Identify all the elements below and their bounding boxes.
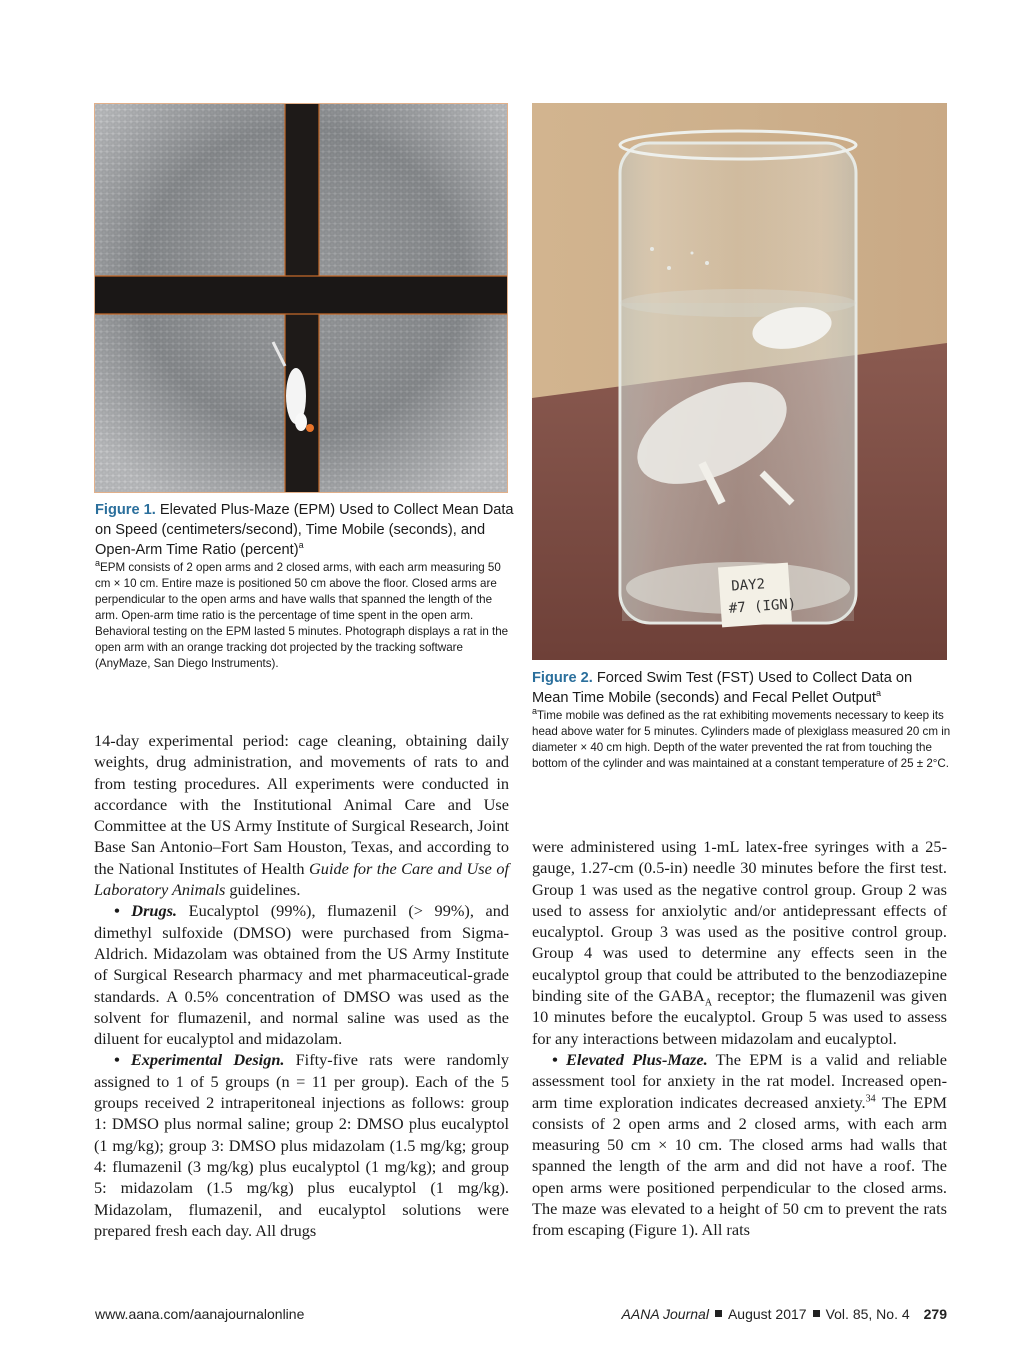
groups-text-end: receptor; the flumazenil was given 10 minutes before the eucalyptol. Group 5 was used to assess for any interactions between midazolam and eucalyptol. xyxy=(532,986,948,1048)
methods-text-end: guidelines. xyxy=(225,880,301,900)
design-paragraph xyxy=(94,1049,509,1241)
design-text: Fifty-five rats were randomly assigned to 1 of 5 groups (n = 11 per group). Each of the 5 groups received 2 intraperitoneal injections as follows: group 1: DMSO plus normal saline; group 2: DMSO plus eucalyptol (1 mg/kg); group 3: DMSO plus midazolam (1.5 mg/kg; group 4: flumazenil (3 mg/kg) plus eucalyptol (1 mg/kg); and group 5: midazolam (1.5 mg/kg) plus eucalyptol (1 mg/kg). Midazolam, flumazenil, and eucalyptol solutions were prepared fresh each day. All drugs xyxy=(94,1050,509,1240)
figure1-note-text: EPM consists of 2 open arms and 2 closed arms, with each arm measuring 50 cm × 10 cm. Entire maze is positioned 50 cm above the floor. Closed arms are perpendicular to the open arms and have walls that spanned the length of the arm. Open-arm time ratio is the percentage of time spent in the open arm. Behavioral testing on the EPM lasted 5 minutes. Photograph displays a rat in the open arm with an orange tracking dot projected by the tracking software (AnyMaze, San Diego Instruments). xyxy=(95,561,509,670)
figure2-title-sup: a xyxy=(875,688,881,699)
epm-text-end: The EPM consists of 2 open arms and 2 closed arms, with each arm measuring 50 cm × 10 cm. The closed arms had walls that spanned the length of the arm and did not have a roof. The open arms were positioned perpendicular to the closed arms. The maze was elevated to a height of 50 cm to prevent the rats from escaping (Figure 1). All rats xyxy=(532,1092,947,1240)
figure1-caption xyxy=(95,500,515,672)
figure1-title-sup: a xyxy=(298,540,304,551)
left-column xyxy=(94,730,509,1241)
design-heading: • Experimental Design. xyxy=(114,1050,285,1070)
figure1-title xyxy=(95,500,515,560)
epm-heading: • Elevated Plus-Maze. xyxy=(552,1049,708,1069)
figure2-label: Figure 2. xyxy=(532,670,593,686)
drugs-paragraph xyxy=(94,900,509,1049)
figure2-caption xyxy=(532,668,952,772)
epm-paragraph xyxy=(532,1049,947,1241)
gaba-subscript: A xyxy=(704,997,713,1009)
label-line2: #7 (IGN) xyxy=(728,596,797,617)
issue-date: August 2017 xyxy=(727,1306,807,1322)
figure2-note-text: Time mobile was defined as the rat exhibiting movements necessary to keep its head above water for 5 minutes. Cylinders made of plexiglass measured 20 cm in diameter × 40 cm high. Depth of the water prevented the rat from touching the bottom of the cylinder and was maintained at a constant temperature of 25 ± 2°C. xyxy=(532,709,951,770)
separator-square-icon xyxy=(715,1310,722,1317)
groups-paragraph xyxy=(532,836,947,1049)
figure1-photo xyxy=(94,103,508,493)
drugs-heading: • Drugs. xyxy=(114,901,178,921)
glass-cylinder xyxy=(620,131,856,623)
methods-paragraph xyxy=(94,730,509,900)
epm-reference: 34 xyxy=(865,1093,876,1105)
methods-text: 14-day experimental period: cage cleaning, obtaining daily weights, drug administration, and movements of rats to and from testing procedures. All experiments were conducted in accordance with the Institutional Animal Care and Use Committee at the US Army Institute of Surgical Research, Joint Base San Antonio–Fort Sam Houston, Texas, and according to the National Institutes of Health xyxy=(94,731,509,878)
journal-name: AANA Journal xyxy=(621,1306,709,1322)
volume-info: Vol. 85, No. 4 xyxy=(825,1306,910,1322)
figure2-title-text: Forced Swim Test (FST) Used to Collect Data on Mean Time Mobile (seconds) and Fecal Pellet Output xyxy=(532,670,913,706)
cylinder-label xyxy=(718,563,797,628)
figure2-title xyxy=(532,668,952,708)
figure1-note xyxy=(95,560,515,672)
guide-title: Guide for the Care and Use of Laboratory Animals xyxy=(94,858,510,900)
right-column xyxy=(532,836,947,1241)
open-arm-horizontal xyxy=(95,276,508,314)
footer-journal-info xyxy=(622,1306,947,1322)
footer-url[interactable]: www.aana.com/aanajournalonline xyxy=(95,1306,305,1322)
fst-illustration xyxy=(532,103,947,660)
figure1-note-sup: a xyxy=(95,558,101,569)
epm-text: The EPM is a valid and reliable assessment tool for anxiety in the rat model. Increased open-arm time exploration indicates decreased anxiety. xyxy=(532,1049,947,1112)
epm-illustration xyxy=(95,104,508,493)
figure2-note-sup: a xyxy=(532,706,538,717)
page-number: 279 xyxy=(923,1306,947,1322)
figure2-photo xyxy=(532,103,947,660)
figure1-title-text: Elevated Plus-Maze (EPM) Used to Collect Mean Data on Speed (centimeters/second), Time Mobile (seconds), and Open-Arm Time Ratio (percent) xyxy=(95,502,514,558)
tracking-dot xyxy=(306,424,314,432)
groups-text: were administered using 1-mL latex-free syringes with a 25-gauge, 1.27-cm (0.5-in) needle 30 minutes before the first test. Group 1 was used as the negative control group. Group 2 was used to assess for anxiolytic and/or antidepressant effects of eucalyptol. Group 3 was used as the positive control group. Group 4 was used to determine any effects seen in the eucalyptol group that could be attributed to the benzodiazepine binding site of the GABA xyxy=(532,837,947,1006)
label-line1: DAY2 xyxy=(730,576,766,595)
separator-square-icon xyxy=(813,1310,820,1317)
drugs-text: Eucalyptol (99%), flumazenil (> 99%), and dimethyl sulfoxide (DMSO) were purchased from Sigma-Aldrich. Midazolam was obtained from the US Army Institute of Surgical Research pharmacy and met pharmaceutical-grade standards. A 0.5% concentration of DMSO was used as the solvent for flumazenil, and normal saline was used as the diluent for eucalyptol and midazolam. xyxy=(94,901,510,1049)
figure1-label: Figure 1. xyxy=(95,502,156,518)
figure2-note xyxy=(532,708,952,772)
